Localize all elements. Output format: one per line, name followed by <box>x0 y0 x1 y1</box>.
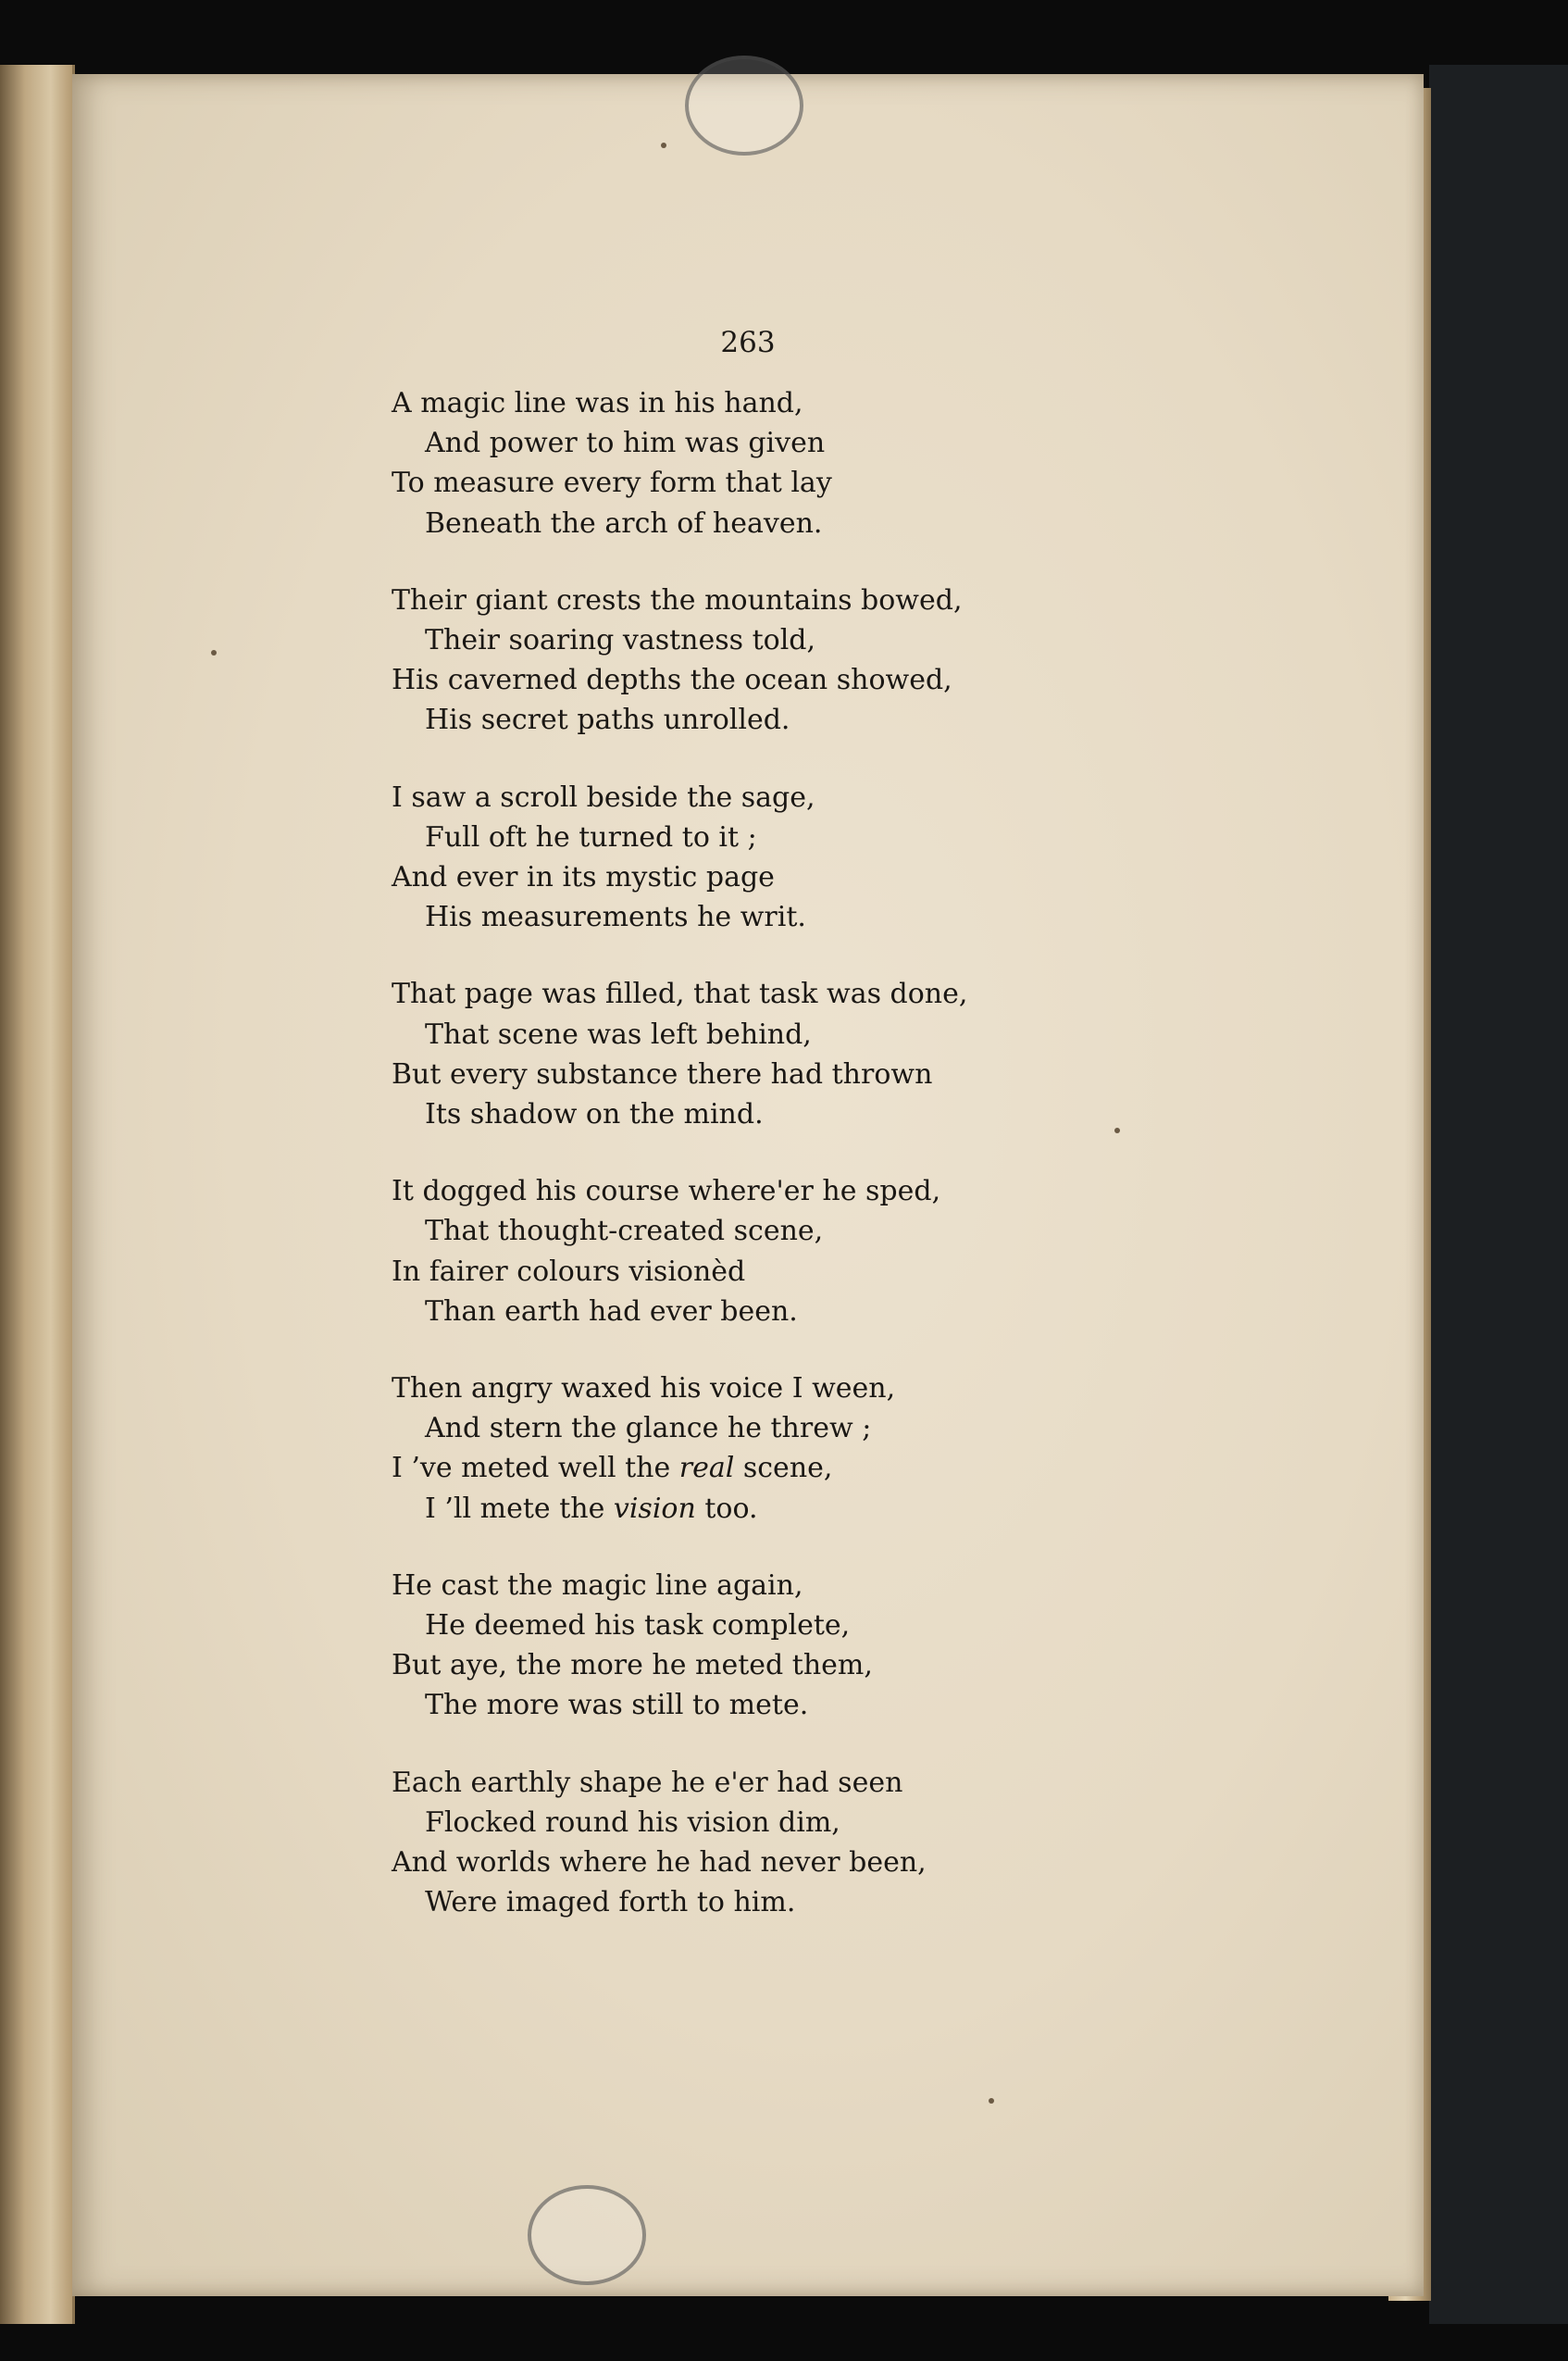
stanza-1 <box>392 383 1206 543</box>
verse-line: That thought-created scene, <box>425 1215 824 1248</box>
paper-speck <box>989 2098 994 2104</box>
poem-text <box>392 383 1206 1960</box>
book-cover-board <box>1429 65 1568 2324</box>
verse-line: Each earthly shape he e'er had seen <box>392 1766 903 1799</box>
page-number: 263 <box>720 326 776 359</box>
stanza-8 <box>392 1763 1206 1923</box>
verse-text: I ’ll mete the <box>425 1492 614 1525</box>
verse-line: But aye, the more he meted them, <box>392 1649 873 1682</box>
verse-line: Their soaring vastness told, <box>425 624 816 657</box>
stanza-6 <box>392 1368 1206 1529</box>
stanza-7 <box>392 1566 1206 1726</box>
verse-line: But every substance there had thrown <box>392 1057 933 1091</box>
italic-word: vision <box>613 1492 696 1525</box>
page-clip <box>528 2185 646 2285</box>
italic-word: real <box>678 1452 735 1485</box>
verse-line: Full oft he turned to it ; <box>425 820 757 854</box>
stanza-4 <box>392 974 1206 1134</box>
stanza-5 <box>392 1171 1206 1331</box>
verse-text: scene, <box>734 1452 833 1485</box>
verse-line: He deemed his task complete, <box>425 1609 851 1643</box>
verse-line: That page was filled, that task was done, <box>392 978 968 1011</box>
verse-line: I saw a scroll beside the sage, <box>392 781 815 814</box>
verse-line: It dogged his course where'er he sped, <box>392 1175 941 1208</box>
verse-line: A magic line was in his hand, <box>392 387 803 419</box>
paper-speck <box>211 650 217 656</box>
stanza-2 <box>392 581 1206 741</box>
facing-page-edge <box>0 65 75 2324</box>
stanza-3 <box>392 778 1206 938</box>
verse-line: Their giant crests the mountains bowed, <box>392 583 963 617</box>
verse-line: The more was still to mete. <box>425 1689 809 1722</box>
verse-line: In fairer colours visionèd <box>392 1255 746 1288</box>
page-clip <box>685 56 803 156</box>
verse-line: And power to him was given <box>425 427 826 460</box>
verse-line: Were imaged forth to him. <box>425 1886 796 1919</box>
verse-text: I ’ve meted well the <box>392 1452 679 1485</box>
verse-line: He cast the magic line again, <box>392 1568 803 1602</box>
verse-line: His secret paths unrolled. <box>425 704 790 737</box>
verse-line: That scene was left behind, <box>425 1018 812 1051</box>
verse-line: His measurements he writ. <box>425 901 806 934</box>
verse-line: His caverned depths the ocean showed, <box>392 664 952 697</box>
verse-line <box>392 1489 1206 1529</box>
verse-line: And worlds where he had never been, <box>392 1846 927 1880</box>
verse-line: And stern the glance he threw ; <box>425 1412 872 1445</box>
verse-line: Than earth had ever been. <box>425 1294 798 1328</box>
verse-line: And ever in its mystic page <box>392 861 775 894</box>
verse-text: too. <box>695 1492 758 1525</box>
verse-line: Flocked round his vision dim, <box>425 1805 840 1839</box>
book-page <box>72 74 1424 2296</box>
verse-line: Its shadow on the mind. <box>425 1098 764 1131</box>
verse-line <box>392 1448 1206 1488</box>
paper-speck <box>661 143 666 148</box>
verse-line: Beneath the arch of heaven. <box>425 506 823 540</box>
verse-line: Then angry waxed his voice I ween, <box>392 1372 896 1405</box>
verse-line: To measure every form that lay <box>392 467 832 500</box>
